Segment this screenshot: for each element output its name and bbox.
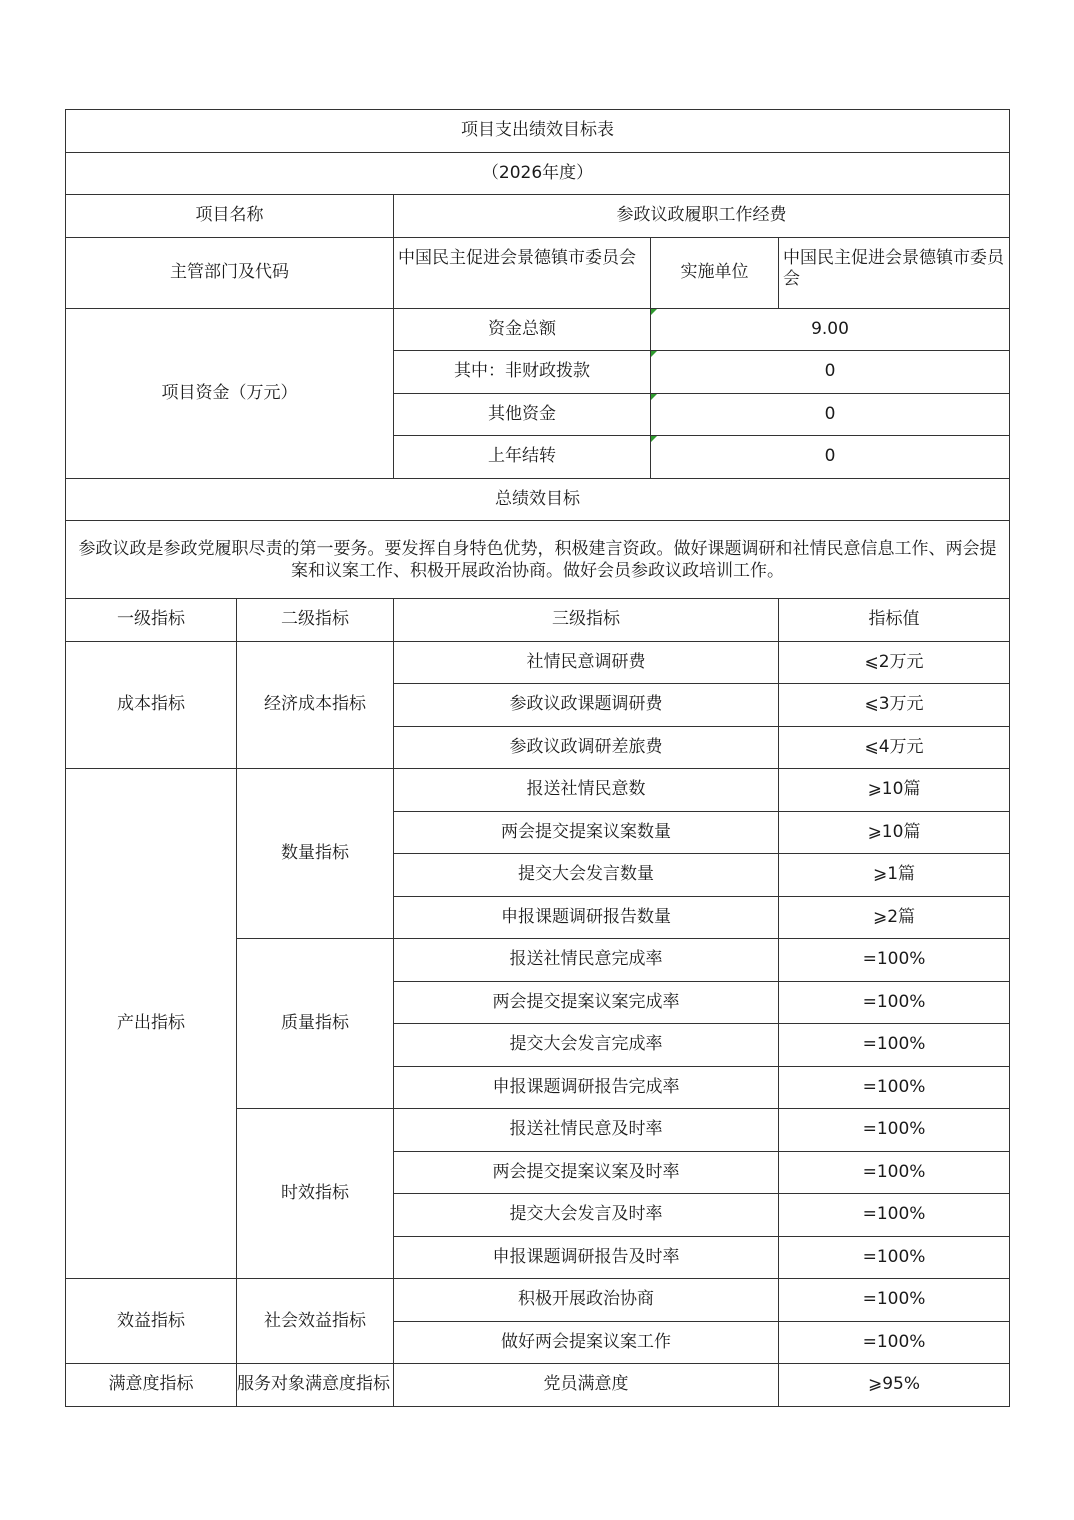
indicator-row (66, 641, 1010, 684)
level1-indicator: 产出指标 (66, 769, 237, 1279)
level2-indicator: 质量指标 (237, 939, 394, 1109)
funds-nonfiscal-label: 其中：非财政拨款 (394, 351, 651, 394)
level2-indicator: 服务对象满意度指标 (237, 1364, 394, 1407)
funds-carryover-value: 0 (651, 436, 1010, 479)
indicator-value: ⩽4万元 (779, 726, 1010, 769)
indicator-value: =100% (779, 981, 1010, 1024)
indicator-value: ⩾10篇 (779, 811, 1010, 854)
funds-other-value: 0 (651, 393, 1010, 436)
impl-value: 中国民主促进会景德镇市委员会 (779, 237, 1010, 308)
funds-label: 项目资金（万元） (66, 308, 394, 478)
level3-indicator: 党员满意度 (394, 1364, 779, 1407)
impl-label: 实施单位 (651, 237, 779, 308)
level3-indicator: 两会提交提案议案数量 (394, 811, 779, 854)
level3-indicator: 参政议政调研差旅费 (394, 726, 779, 769)
indicator-row (66, 769, 1010, 812)
indicator-value: =100% (779, 1236, 1010, 1279)
dept-value: 中国民主促进会景德镇市委员会 (394, 237, 651, 308)
level1-indicator: 效益指标 (66, 1279, 237, 1364)
level3-indicator: 申报课题调研报告数量 (394, 896, 779, 939)
indicator-value: ⩽3万元 (779, 684, 1010, 727)
funds-total-label: 资金总额 (394, 308, 651, 351)
level3-indicator: 提交大会发言完成率 (394, 1024, 779, 1067)
level1-indicator: 成本指标 (66, 641, 237, 769)
level3-indicator: 提交大会发言数量 (394, 854, 779, 897)
funds-carryover-label: 上年结转 (394, 436, 651, 479)
level3-indicator: 报送社情民意及时率 (394, 1109, 779, 1152)
indicator-value: ⩾1篇 (779, 854, 1010, 897)
level3-indicator: 参政议政课题调研费 (394, 684, 779, 727)
level3-indicator: 提交大会发言及时率 (394, 1194, 779, 1237)
indicator-value: =100% (779, 1066, 1010, 1109)
header-level2: 二级指标 (237, 599, 394, 642)
indicator-value: =100% (779, 1279, 1010, 1322)
indicator-value: =100% (779, 1194, 1010, 1237)
header-value: 指标值 (779, 599, 1010, 642)
level3-indicator: 积极开展政治协商 (394, 1279, 779, 1322)
level2-indicator: 数量指标 (237, 769, 394, 939)
level3-indicator: 两会提交提案议案完成率 (394, 981, 779, 1024)
level3-indicator: 报送社情民意数 (394, 769, 779, 812)
level2-indicator: 时效指标 (237, 1109, 394, 1279)
indicator-value: =100% (779, 1109, 1010, 1152)
table-title: 项目支出绩效目标表 (66, 110, 1010, 153)
header-level1: 一级指标 (66, 599, 237, 642)
level3-indicator: 申报课题调研报告完成率 (394, 1066, 779, 1109)
level3-indicator: 两会提交提案议案及时率 (394, 1151, 779, 1194)
level1-indicator: 满意度指标 (66, 1364, 237, 1407)
dept-label: 主管部门及代码 (66, 237, 394, 308)
level3-indicator: 申报课题调研报告及时率 (394, 1236, 779, 1279)
indicator-row (66, 1279, 1010, 1322)
indicator-value: =100% (779, 939, 1010, 982)
indicator-value: =100% (779, 1321, 1010, 1364)
indicator-value: ⩾95% (779, 1364, 1010, 1407)
goal-text: 参政议政是参政党履职尽责的第一要务。要发挥自身特色优势，积极建言资政。做好课题调研和社情民意信息工作、两会提案和议案工作、积极开展政治协商。做好会员参政议政培训工作。 (66, 521, 1010, 599)
indicator-value: ⩾2篇 (779, 896, 1010, 939)
level2-indicator: 经济成本指标 (237, 641, 394, 769)
indicator-value: =100% (779, 1151, 1010, 1194)
project-name-value: 参政议政履职工作经费 (394, 195, 1010, 238)
level3-indicator: 做好两会提案议案工作 (394, 1321, 779, 1364)
indicator-value: =100% (779, 1024, 1010, 1067)
indicator-value: ⩽2万元 (779, 641, 1010, 684)
table-year: （2026年度） (66, 152, 1010, 195)
indicator-row (66, 1364, 1010, 1407)
project-name-label: 项目名称 (66, 195, 394, 238)
funds-total-value: 9.00 (651, 308, 1010, 351)
level3-indicator: 社情民意调研费 (394, 641, 779, 684)
header-level3: 三级指标 (394, 599, 779, 642)
funds-nonfiscal-value: 0 (651, 351, 1010, 394)
indicator-value: ⩾10篇 (779, 769, 1010, 812)
performance-target-table (65, 109, 1010, 1407)
level3-indicator: 报送社情民意完成率 (394, 939, 779, 982)
level2-indicator: 社会效益指标 (237, 1279, 394, 1364)
goal-label: 总绩效目标 (66, 478, 1010, 521)
funds-other-label: 其他资金 (394, 393, 651, 436)
